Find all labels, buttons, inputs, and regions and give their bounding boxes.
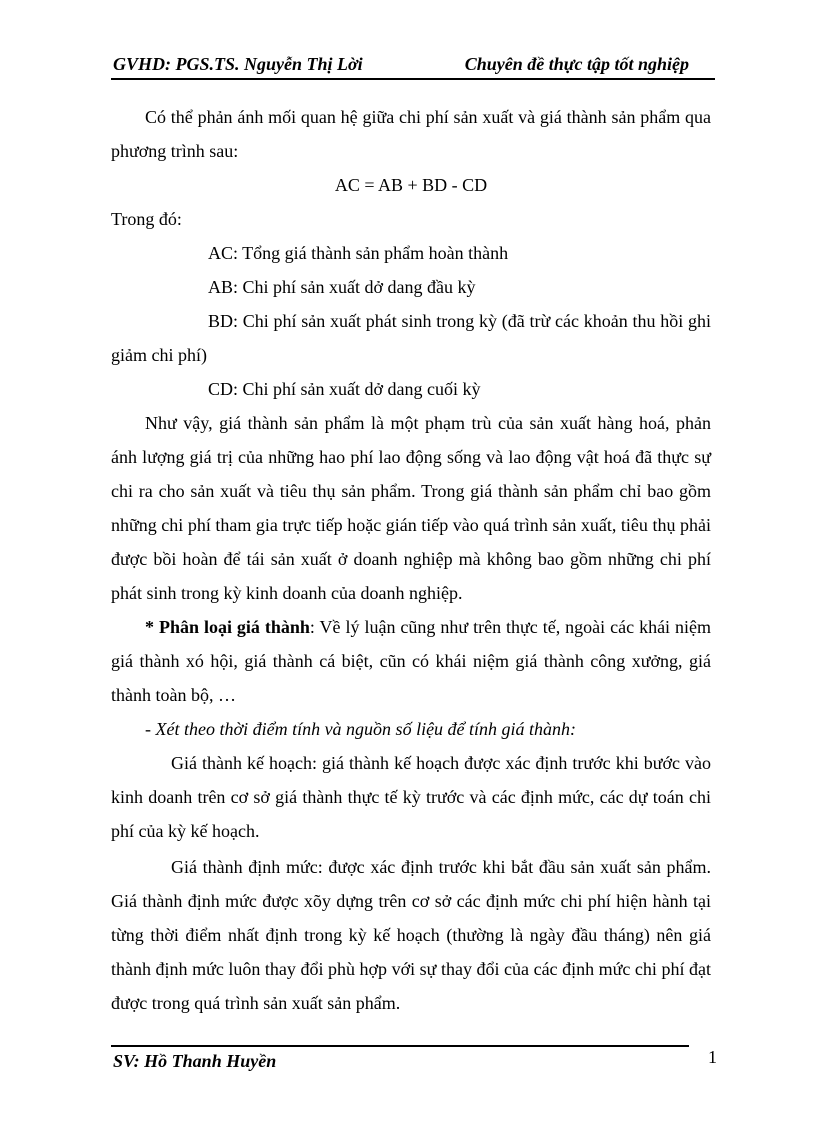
paragraph-planned-cost: Giá thành kế hoạch: giá thành kế hoạch được xác định trước khi bước vào kinh doanh trên cơ sở giá thành thực tế kỳ trước và các định mức, các dự toán chi phí của kỳ kế hoạch. — [111, 753, 711, 841]
classification-heading: * Phân loại giá thành — [145, 617, 310, 637]
footer-student: SV: Hồ Thanh Huyền — [113, 1051, 277, 1071]
equation: AC = AB + BD - CD — [334, 175, 488, 195]
page-header — [111, 50, 715, 80]
where-label: Trong đó: — [111, 209, 182, 229]
paragraph-standard-cost: Giá thành định mức: được xác định trước khi bắt đầu sản xuất sản phẩm. Giá thành định mức được xõy dựng trên cơ sở các định mức chi phí hiện hành tại từng thời điểm nhất định trong kỳ kế hoạch (thường là ngày đầu tháng) nên giá thành định mức luôn thay đổi phù hợp với sự thay đổi của các định mức chi phí đạt được trong quá trình sản xuất sản phẩm. — [111, 857, 711, 1013]
paragraph-intro: Có thể phản ánh mối quan hệ giữa chi phí sản xuất và giá thành sản phẩm qua phương trình sau: — [111, 107, 711, 161]
paragraph-classification — [111, 610, 711, 712]
page-body — [111, 100, 711, 1020]
subheading-timing: - Xét theo thời điểm tính và nguồn số liệu để tính giá thành: — [145, 719, 577, 739]
page-number: 1 — [708, 1047, 717, 1067]
definition-bd: BD: Chi phí sản xuất phát sinh trong kỳ (đã trừ các khoản thu hồi ghi giảm chi phí) — [111, 311, 711, 365]
header-title: Chuyên đề thực tập tốt nghiệp — [464, 54, 689, 74]
definition-ab: AB: Chi phí sản xuất dở dang đầu kỳ — [208, 277, 476, 297]
paragraph-summary: Như vậy, giá thành sản phẩm là một phạm trù của sản xuất hàng hoá, phản ánh lượng giá trị của những hao phí lao động sống và lao động vật hoá đã thực sự chi ra cho sản xuất và tiêu thụ sản phẩm. Trong giá thành sản phẩm chỉ bao gồm những chi phí tham gia trực tiếp hoặc gián tiếp vào quá trình sản xuất, tiêu thụ phải được bồi hoàn để tái sản xuất ở doanh nghiệp mà không bao gồm những chi phí phát sinh trong kỳ kinh doanh của doanh nghiệp. — [111, 413, 711, 603]
header-supervisor: GVHD: PGS.TS. Nguyễn Thị Lời — [113, 54, 363, 74]
definition-cd: CD: Chi phí sản xuất dở dang cuối kỳ — [208, 379, 481, 399]
page-footer — [111, 1045, 689, 1071]
definition-ac: AC: Tổng giá thành sản phẩm hoàn thành — [208, 243, 509, 263]
classification-text: : Về lý luận cũng như trên thực tế, ngoài các khái niệm giá thành xó hội, giá thành cá biệt, cũn có khái niệm giá thành công xưởng, giá thành toàn bộ, … — [111, 617, 712, 705]
